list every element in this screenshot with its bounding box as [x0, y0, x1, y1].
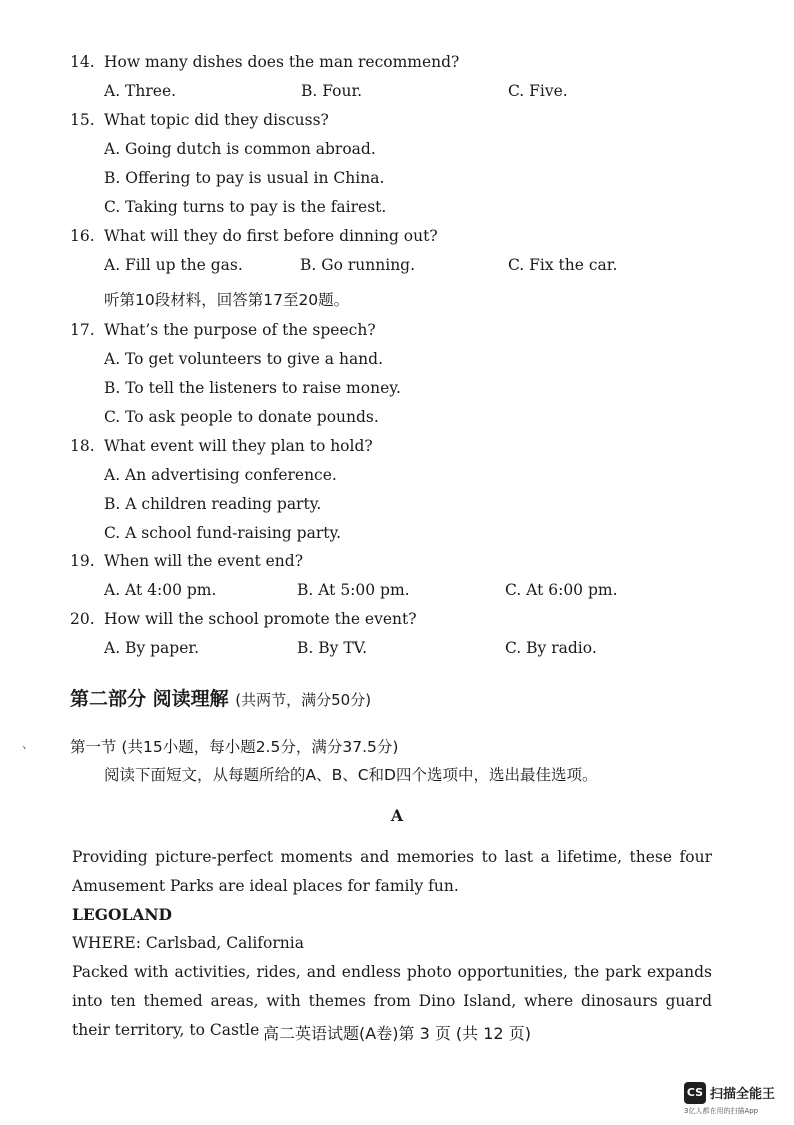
scanner-app-name: 扫描全能王	[710, 1087, 776, 1102]
section1-title: 第一节 (共15小题，每小题2.5分，满分37.5分)	[70, 738, 399, 756]
passage-intro: Providing picture-perfect moments and memories to last a lifetime, these four Amusement Parks are ideal places for family fun.	[72, 848, 712, 895]
scan-mark: 、	[22, 737, 35, 751]
part2-title: 第二部分 阅读理解 (共两节，满分50分)	[70, 688, 372, 710]
park-location: WHERE: Carlsbad, California	[72, 934, 304, 952]
camscanner-logo-icon: CS	[684, 1082, 706, 1104]
park-description: Packed with activities, rides, and endless photo opportunities, the park expands into ten themed areas, with themes from Dino Island, where dinosaurs guard their territory, to Castle	[72, 963, 712, 1039]
passage-letter: A	[390, 806, 404, 825]
listening-instruction: 听第10段材料，回答第17至20题。	[104, 291, 350, 309]
reading-instruction: 阅读下面短文，从每题所给的A、B、C和D四个选项中，选出最佳选项。	[104, 766, 598, 784]
page-footer: 高二英语试题(A卷)第 3 页 (共 12 页)	[263, 1024, 531, 1043]
scanner-watermark	[684, 1082, 784, 1116]
park-name: LEGOLAND	[72, 905, 172, 924]
exam-page: 14. How many dishes does the man recommend? A. Three. B. Four. C. Five. 15. What topic did they discuss? A. Going dutch is common abroad. B. Offering to pay is usual in China. C. Taking turns to pay is the fairest. 16. What will they do first before dinning out? A. Fill up the gas. B. Go running. C. Fix the car. 听第10段材料，回答第17至20题。 17. What’s the purpose of the speech? A. To get volunteers to give a hand. B. To tell the listeners to raise money. C. To ask people to donate pounds. 18. What event will they plan to hold? A. An advertising conference. B. A children reading party. C. A school fund-raising party. 19. When will the event end? A. At 4:00 pm. B. At 5:00 pm. C. At 6:00 pm. 20. How will the school promote the event? A. By paper. B. By TV. C. By radio. 第二部分 阅读理解 (共两节，满分50分) 、 第一节 (共15小题，每小题2.5分，满分37.5分) 阅读下面短文，从每题所给的A、B、C和D四个选项中，选出最佳选项。 A Providing picture-perfect moments and memories to last a lifetime, these four Amusement Parks are ideal places for family fun. LEGOLAND WHERE: Carlsbad, California Packed with activities, rides, and endless photo opportunities, the park expands into ten themed areas, with themes from Dino Island, where dinosaurs guard their territory, to Castle 高二英语试题(A卷)第 3 页 (共 12 页) CS 扫描全能王 3亿人都在用的扫描App	[0, 0, 794, 1125]
scanner-tagline: 3亿人都在用的扫描App	[684, 1107, 759, 1115]
